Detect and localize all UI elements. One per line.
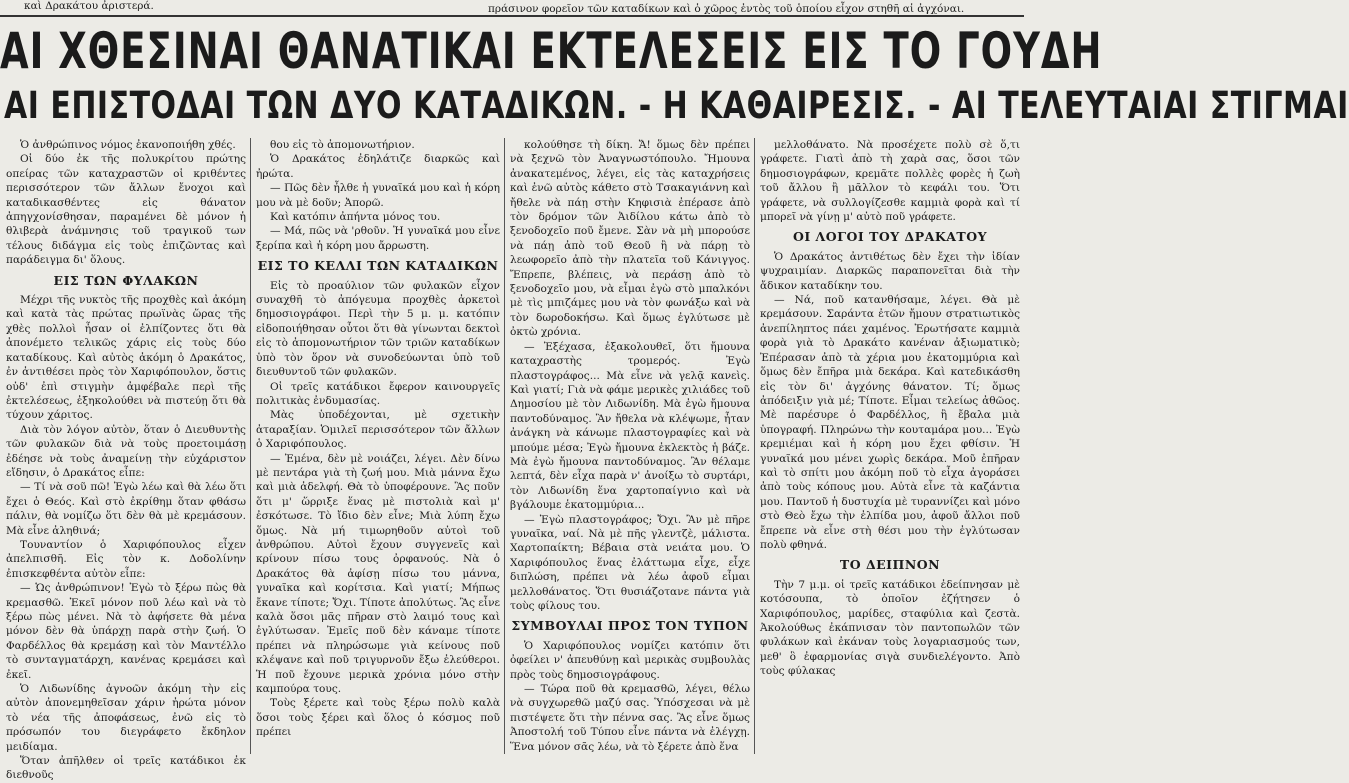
paragraph: — Τώρα ποῦ θὰ κρεμασθῶ, λέγει, θέλω νὰ συγχωρεθῶ μαζύ σας. Ὑπόσχεσαι νὰ μὲ πιστέψετε ὅτι τὴν πέννα σας. Ἂς εἶνε ὅμως Ἀποστολή τοῦ Τύπου εἶνε πάντα νὰ ἐλέγχῃ. Ἕνα μόνον σᾶς λέω, νὰ τὸ ξέρετε ἀπὸ ἕνα	[510, 683, 750, 753]
paragraph: — Ὡς ἀνθρώπινον! Ἐγὼ τὸ ξέρω πὼς θὰ κρεμασθῶ. Ἐκεῖ μόνον ποῦ λέω καὶ νὰ τὸ ξέρω πὼς μένει. Νὰ τὸ ἀφήσετε θὰ μένα μόνον δὲν θὰ ὑπάρχῃ παρὰ στὴν ζωή. Ὁ Φαρδέλλος θὰ κρεμάσῃ καὶ τὸν Μαντέλλο τὸ συνταγματάρχη, κανένας κρεμάσει καὶ ἐκεῖ.	[6, 582, 246, 681]
column-1	[6, 138, 246, 782]
paragraph: Ὁ Δρακάτος ἀντιθέτως δὲν ἔχει τὴν ἰδίαν ψυχραιμίαν. Διαρκῶς παραπονεῖται διὰ τὴν ἄδικον καταδίκην του.	[760, 250, 1020, 292]
paragraph: Τουναντίον ὁ Χαριφόπουλος εἶχεν ἀπελπισθῆ. Εἰς τὸν κ. Δοδολίνην ἐπισκεφθέντα αὐτὸν εἶπε:	[6, 538, 246, 580]
paragraph: — Τί νὰ σοῦ πῶ! Ἐγὼ λέω καὶ θὰ λέω ὅτι ἔχει ὁ Θεός. Καὶ στὸ ἐκρίθημ ὅταν φθάσω πάλιν, θὰ νομίζω ὅτι δὲν θὰ μὲ κρεμάσουν. Μὰ εἶνε ἀληθινά;	[6, 481, 246, 537]
paragraph: — Πῶς δὲν ἦλθε ἡ γυναῖκά μου καὶ ἡ κόρη μου νὰ μὲ δοῦν; Ἀπορῶ.	[256, 182, 500, 209]
paragraph: Ὁ ἀνθρώπινος νόμος ἐκανοποιήθη χθές.	[20, 139, 236, 151]
paragraph: — Μά, πῶς νὰ 'ρθοῦν. Ἡ γυναῖκά μου εἶνε ξερίπα καὶ ἡ κόρη μου ἄρρωστη.	[256, 225, 500, 252]
column-rule	[504, 138, 505, 754]
column-rule	[250, 138, 251, 754]
paragraph: — Ἐγὼ πλαστογράφος; Ὄχι. Ἂν μὲ πῆρε γυναῖκα, ναί. Νὰ μὲ πῆς γλεντζὲ, μάλιστα. Χαρτοπαίκτη; Βέβαια στὰ νειάτα μου. Ὁ Χαριφόπουλος ἕνας ἐλάττωμα εἶχε, εἶχε διπλώση, πρέπει νὰ λέω ἀφοῦ εἶμαι μελλοθάνατος. Ὅτι θυσιάζοτανε πάντα γιὰ τοὺς φίλους του.	[510, 513, 750, 612]
paragraph: Εἰς τὸ προαύλιον τῶν φυλακῶν εἶχον συναχθῆ τὸ ἀπόγευμα προχθὲς ἀρκετοὶ δημοσιογράφοι. Περὶ τὴν 5 μ. μ. κατόπιν εἰδοποιήθησαν οὗτοι ὅτι θὰ γίνωνται δεκτοὶ εἰς τὸ ἀπομονωτήριον τῶν τριῶν καταδίκων ὑπὸ τὸν ὅρον νὰ συνοδεύωνται ὑπὸ τοῦ διευθυντοῦ τῶν φυλακῶν.	[256, 279, 500, 379]
column-2	[256, 138, 500, 754]
paragraph: Διὰ τὸν λόγον αὐτὸν, ὅταν ὁ Διευθυντὴς τῶν φυλακῶν διὰ νὰ τοὺς προετοιμάσῃ ἐδέησε νὰ τοὺς ἀναμείνῃ τὴν εὐχάριστον εἴδησιν, ὁ Δρακάτος εἶπε:	[6, 423, 246, 479]
paragraph: Οἱ δύο ἐκ τῆς πολυκρίτου πρώτης οπείρας τῶν καταχραστῶν οἱ κριθέντες περισσότερον τῶν ἄλλων ἔνοχοι καὶ καταδικασθέντες εἰς θάνατον ἀπηγχονίσθησαν, παραμένει δὲ μόνον ἡ θλιβερὰ ἀνάμνησις τοῦ τραγικοῦ των τέλους διδάγμα εἰς τοὺς ἐπιζῶντας καὶ παράδειγμα δι' ὅλους.	[6, 153, 246, 267]
paragraph: θου εἰς τὸ ἀπομονωτήριον.	[270, 139, 415, 151]
top-fragment-left: καὶ Δρακάτου ἀριστερά.	[24, 0, 154, 12]
paragraph: Καὶ κατόπιν ἀπήντα μόνος του.	[270, 211, 441, 224]
column-rule	[754, 138, 755, 754]
paragraph: — Ἐξέχασα, ἐξακολουθεῖ, ὅτι ἤμουνα καταχραστὴς τρομερός. Ἐγὼ πλαστογράφος... Μὰ εἶνε νὰ γελᾷ κανεὶς. Καὶ γιατί; Γιὰ νὰ φάμε μερικὲς χιλιάδες τοῦ Δημοσίου μὲ τὸν Λιδωνίδη. Μὰ ἐγὼ ἤμουνα παντοδύναμος. Ἂν ἤθελα νὰ κλέψωμε, ἦταν ἀνάγκη νὰ κάνωμε πλαστογραφίες καὶ νὰ μπούμε μέσα; Ἐγὼ ἤμουνα ἐκλεκτὸς ἡ βάζε. Μὰ ἐγὼ ἤμουνα παντοδύναμος. Ἂν θέλαμε λεπτά, δὲν εἶχα παρὰ ν' ἀνοίξω τὸ συρτάρι, τὸν Λιδωνίδη ἕνα χαρτοπαίγνιο καὶ νὰ βγάλουμε ἑκατομμύρια...	[510, 340, 750, 512]
subheadline: ΑΙ ΕΠΙΣΤΟΔΑΙ ΤΩΝ ΔΥΟ ΚΑΤΑΔΙΚΩΝ. - Η ΚΑΘΑΙΡΕΣΙΣ. - ΑΙ ΤΕΛΕΥΤΑΙΑΙ ΣΤΙΓΜΑΙ	[4, 84, 1349, 128]
section-heading: ΤΟ ΔΕΙΠΝΟΝ	[839, 557, 941, 573]
paragraph: κολούθησε τὴ δίκη. Ἄ! ὅμως δὲν πρέπει νὰ ξεχνῶ τὸν Ἀναγνωστόπουλο. Ἤμουνα ἀνακατεμένος, λέγει, εἰς τὰς καταχρήσεις καὶ ἐνῶ αὐτὸς κάθετο στὸ Τσακαγιάννη καὶ ἤθελε νὰ πάῃ στὴν Κηφισιὰ ἐπέρασε ἀπὸ τὸν δρόμον τῶν Ἀιδίλου κάτω ἀπὸ τὸ ξενοδοχεῖο ποῦ ἔμενε. Σὰν νὰ μὴ μπορούσε νὰ πάῃ ἀπὸ τοῦ Θεοῦ ἢ νὰ πάρῃ τὸ λεωφορεῖο ἀπὸ τὴν πλατεῖα τοῦ Κάνιγγος. Ἔπρεπε, βλέπεις, νὰ περάσῃ ἀπὸ τὸ ξενοδοχεῖο μου, νὰ εἶμαι ἐγὼ στὸ μπαλκόνι μὲ τὶς μπιζάμες μου νὰ τὸν φωνάξω καὶ νὰ τὸν δωροδοκήσω. Καὶ ὅμως ἐγλύτωσε μὲ ὀκτὼ χρόνια.	[510, 139, 750, 339]
paragraph: Οἱ τρεῖς κατάδικοι ἔφερον καινουργεῖς πολιτικὰς ἐνδυμασίας.	[256, 380, 500, 407]
paragraph: Ὅταν ἀπῆλθεν οἱ τρεῖς κατάδικοι ἐκ διεθνοῦς	[6, 755, 246, 782]
column-3	[510, 138, 750, 754]
paragraph: Μὰς ὑποδέχονται, μὲ σχετικὴν ἀταραξίαν. Ὁμιλεῖ περισσότερον τῶν ἄλλων ὁ Χαριφόπουλος.	[256, 409, 500, 451]
paragraph: μελλοθάνατο. Νὰ προσέχετε πολὺ σὲ ὅ,τι γράφετε. Γιατὶ ἀπὸ τὴ χαρὰ σας, ὅσοι τῶν δημοσιογράφων, κρεμᾶτε πολλὲς φορὲς ἡ ζωὴ τοῦ ἄλλου ἢ μᾶλλον τὸ κεφάλι του. Ὅτι γράφετε, νὰ συλλογίζεσθε καμμιὰ φορὰ καὶ τί μπορεῖ νὰ γίνῃ μ' αὐτὸ ποῦ γράφετε.	[760, 139, 1020, 224]
headline: ΑΙ ΧΘΕΣΙΝΑΙ ΘΑΝΑΤΙΚΑΙ ΕΚΤΕΛΕΣΕΙΣ ΕΙΣ ΤΟ ΓΟΥΔΗ	[0, 22, 1103, 81]
section-heading: ΟΙ ΛΟΓΟΙ ΤΟΥ ΔΡΑΚΑΤΟΥ	[792, 229, 988, 245]
paragraph: Ὁ Χαριφόπουλος νομίζει κατόπιν ὅτι ὀφείλει ν' ἀπευθύνῃ καὶ μερικὰς συμβουλὰς πρὸς τοὺς δημοσιογράφους.	[510, 639, 750, 681]
paragraph: Τοὺς ξέρετε καὶ τοὺς ξέρω πολὺ καλὰ ὅσοι τοὺς ξέρει καὶ ὅλος ὁ κόσμος ποῦ πρέπει	[256, 697, 500, 739]
paragraph: Μέχρι τῆς νυκτὸς τῆς προχθὲς καὶ ἀκόμη καὶ κατὰ τὰς πρώτας πρωϊνὰς ὥρας τῆς χθὲς πολλοὶ ἦσαν οἱ ἐλπίζοντες ὅτι θὰ ἀπονέμετο τελικῶς χάρις εἰς τοὺς δύο καταδίκους. Καὶ αὐτὸς ἀκόμη ὁ Δρακάτος, ἐν ἀντιθέσει πρὸς τὸν Χαριφόπουλον, ὅστις οὐδ' ἐπὶ στιγμὴν ἀμφέβαλε περὶ τῆς ἐκτελέσεως, ἐξηκολούθει νὰ πιστεύῃ ὅτι θὰ τύχουν χάριτος.	[6, 294, 246, 422]
section-heading: ΕΙΣ ΤΩΝ ΦΥΛΑΚΩΝ	[53, 272, 199, 288]
paragraph: Ὁ Δρακάτος ἐδηλάτιζε διαρκῶς καὶ ἠρώτα.	[256, 153, 500, 180]
column-4	[760, 138, 1020, 754]
paragraph: Ὁ Λιδωνίδης ἀγνοῶν ἀκόμη τὴν εἰς αὐτὸν ἀπονεμηθεῖσαν χάριν ἠρώτα μόνον τὸ νέα τῆς ἀποφάσεως, ἐνῶ εἰς τὸ πρόσωπόν του διεγράφετο ἔκδηλον μειδίαμα.	[6, 683, 246, 753]
paragraph: Τὴν 7 μ.μ. οἱ τρεῖς κατάδικοι ἐδείπνησαν μὲ κοτόσουπα, τὸ ὁποῖον ἐζήτησεν ὁ Χαριφόπουλος, μαρίδες, σταφύλια καὶ ζεστὰ. Ἀκολούθως ἐκάπνισαν τὸν παντοπωλῶν τῶν φυλάκων καὶ ἐκάναν τοὺς λογαριασμούς των, μεθ' ὃ ἐφαρμονίας σιγὰ συνδιελέγοντο. Ἀπὸ τοὺς φύλακας	[760, 578, 1020, 678]
paragraph: — Νά, ποῦ κατανθήσαμε, λέγει. Θὰ μὲ κρεμάσουν. Σαράντα ἐτῶν ἤμουν στρατιωτικὸς ἀνεπίληπτος πάει χαμένος. Ἐρωτήσατε καμμιὰ φορὰ γιὰ τὸ Δρακάτο κανέναν ἀξιωματικὸ; Ἐπέρασαν ἀπὸ τὰ χέρια μου ἑκατομμύρια καὶ ὅμως δὲν ἔπῆρα μιὰ δεκάρα. Καὶ κατεδικάσθη εἰς τὸν δι' ἀγχόνης θάνατον. Τί; ὅμως ἀπόδειξιν γιὰ μέ; Τίποτε. Εἶμαι τελείως ἀθῶος. Μὲ παρέσυρε ὁ Φαρδέλλος, ἢ ἔβαλα μιὰ ὑπογραφή. Πληρώνω τὴν κουταμάρα μου... Ἐγὼ κρεμιέμαι καὶ ἡ κόρη μου ἔχει φθίσιν. Ἡ γυναῖκά μου μένει χωρὶς δεκάρα. Μοῦ ἐπῆραν καὶ τὸ σπίτι μου ἀκόμη ποῦ τὸ εἶχα ἀγοράσει ἀπὸ τοὺς κόπους μου. Αὐτὰ εἶνε τὰ καζάντια μου. Παντοῦ ἡ δυστυχία μὲ τυραννίζει καὶ μόνο στὸ Θεὸ ἔχω τὴν ἐλπίδα μου, ἀφοῦ ἄλλοι ποῦ ἔπρεπε νὰ εἶνε στὴ θέσι μου τὴν ἐγλύτωσαν πολὺ φθηνά.	[760, 294, 1020, 551]
paragraph: — Ἐμένα, δὲν μὲ νοιάζει, λέγει. Δὲν δίνω μὲ πεντάρα γιὰ τὴ ζωή μου. Μιὰ μάννα ἔχω καὶ μιὰ ἀδελφή. Θὰ τὸ ὑποφέρουνε. Ἂς ποῦν ὅτι μ' ὥρριξε ἕνας μὲ πιστολιὰ καὶ μ' ἐσκότωσε. Τὸ ἴδιο δὲν εἶνε; Μιὰ λύπη ἔχω ὅμως. Νὰ μή τιμωρηθοῦν αὐτοὶ τοῦ ἀνθρώπου. Αὐτοὶ ἔχουν συγγενεῖς καὶ κρίνουν πίσω τους ὀρφανούς. Νὰ ὁ Δρακάτος θὰ ἀφίσῃ πίσω του μάννα, γυναῖκα καὶ κορίτσια. Καὶ γιατί; Μήπως ἔκανε τίποτε; Ὄχι. Τίποτε ἀπολύτως. Ἂς εἶνε καλὰ ὅσοι μᾶς πῆραν στὸ λαιμό τους καὶ ἐγλύτωσαν. Ἐμεῖς ποῦ δὲν κάναμε τίποτε πρέπει νὰ πληρώσωμε γιὰ κείνους ποῦ κλέψανε καὶ ποῦ τριγυρνοῦν ἔξω ἐλεύθεροι. Ἡ ποῦ ἔχουνε μερικὰ χρόνια μόνο στὴν καμπούρα τους.	[256, 452, 500, 696]
section-heading: ΕΙΣ ΤΟ ΚΕΛΛΙ ΤΩΝ ΚΑΤΑΔΙΚΩΝ	[257, 258, 499, 274]
top-fragment-right: πράσινον φορεῖον τῶν καταδίκων καὶ ὁ χῶρος ἐντὸς τοῦ ὁποίου εἶχον στηθῆ αἱ ἀγχόναι.	[488, 3, 965, 15]
section-heading: ΣΥΜΒΟΥΛΑΙ ΠΡΟΣ ΤΟΝ ΤΥΠΟΝ	[511, 618, 749, 634]
